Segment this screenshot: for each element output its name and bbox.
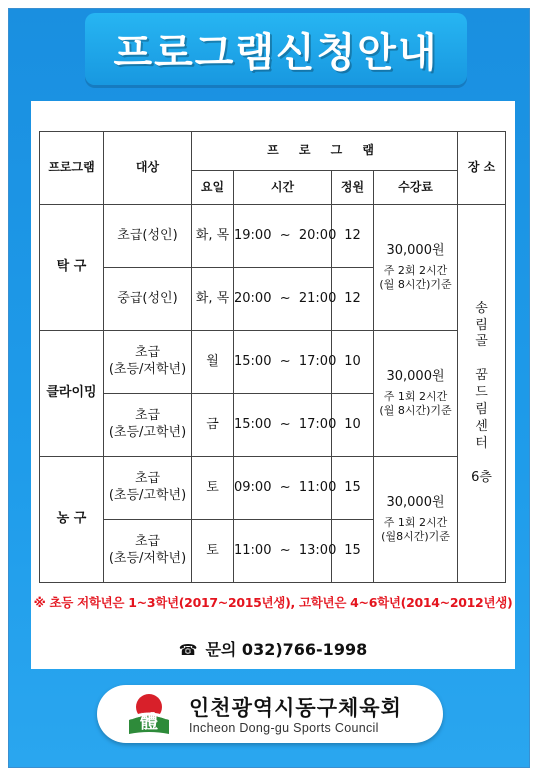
capacity-cell: 15 — [332, 519, 374, 582]
fee-cell: 30,000원 주 1회 2시간 (월 8시간)기준 — [374, 331, 458, 457]
program-basketball: 농 구 — [40, 457, 104, 583]
table-row — [40, 457, 506, 520]
notice-text: ※ 초등 저학년은 1~3학년(2017~2015년생), 고학년은 4~6학년(2014~2012년생) — [33, 595, 513, 610]
contact-text: 문의 032)766-1998 — [205, 640, 368, 659]
time-cell: 20:00 ~ 21:00 — [234, 268, 332, 331]
time-cell: 15:00 ~ 17:00 — [234, 331, 332, 394]
header-capacity: 정원 — [332, 170, 374, 205]
time-cell: 19:00 ~ 20:00 — [234, 205, 332, 268]
header-place: 장 소 — [458, 132, 506, 205]
time-cell: 11:00 ~ 13:00 — [234, 519, 332, 582]
header-target: 대상 — [104, 132, 192, 205]
program-table-tennis: 탁 구 — [40, 205, 104, 331]
capacity-cell: 10 — [332, 394, 374, 457]
table-row — [40, 331, 506, 394]
day-cell: 토 — [192, 519, 234, 582]
title-banner — [85, 13, 467, 85]
org-logo — [97, 685, 443, 743]
capacity-cell: 12 — [332, 205, 374, 268]
fee-cell: 30,000원 주 1회 2시간 (월8시간)기준 — [374, 457, 458, 583]
contact-line — [31, 637, 515, 660]
phone-icon: ☎ — [178, 641, 198, 659]
time-cell: 09:00 ~ 11:00 — [234, 457, 332, 520]
org-name-en: Incheon Dong-gu Sports Council — [189, 721, 379, 735]
emblem-icon — [125, 690, 173, 738]
capacity-cell: 15 — [332, 457, 374, 520]
header-program-group: 프 로 그 램 — [192, 132, 458, 171]
content-panel — [31, 101, 515, 669]
capacity-cell: 10 — [332, 331, 374, 394]
day-cell: 화, 목 — [192, 268, 234, 331]
capacity-cell: 12 — [332, 268, 374, 331]
day-cell: 월 — [192, 331, 234, 394]
header-day: 요일 — [192, 170, 234, 205]
target-cell: 초급 (초등/고학년) — [104, 394, 192, 457]
day-cell: 금 — [192, 394, 234, 457]
org-name-kr: 인천광역시동구체육회 — [189, 696, 402, 720]
header-program: 프로그램 — [40, 132, 104, 205]
day-cell: 화, 목 — [192, 205, 234, 268]
emblem-text: 體 — [140, 712, 158, 733]
schedule-table — [39, 131, 506, 583]
day-cell: 토 — [192, 457, 234, 520]
fee-cell: 30,000원 주 2회 2시간 (월 8시간)기준 — [374, 205, 458, 331]
header-time: 시간 — [234, 170, 332, 205]
header-fee: 수강료 — [374, 170, 458, 205]
place-cell: 송 림 골 꿈 드 림 센 터 6층 — [458, 205, 506, 583]
target-cell: 초급 (초등/저학년) — [104, 331, 192, 394]
program-climbing: 클라이밍 — [40, 331, 104, 457]
page-title: 프로그램신청안내 — [113, 29, 439, 76]
target-cell: 초급 (초등/저학년) — [104, 519, 192, 582]
time-cell: 15:00 ~ 17:00 — [234, 394, 332, 457]
table-row — [40, 205, 506, 268]
poster — [8, 8, 530, 768]
target-cell: 중급(성인) — [104, 268, 192, 331]
target-cell: 초급(성인) — [104, 205, 192, 268]
target-cell: 초급 (초등/고학년) — [104, 457, 192, 520]
